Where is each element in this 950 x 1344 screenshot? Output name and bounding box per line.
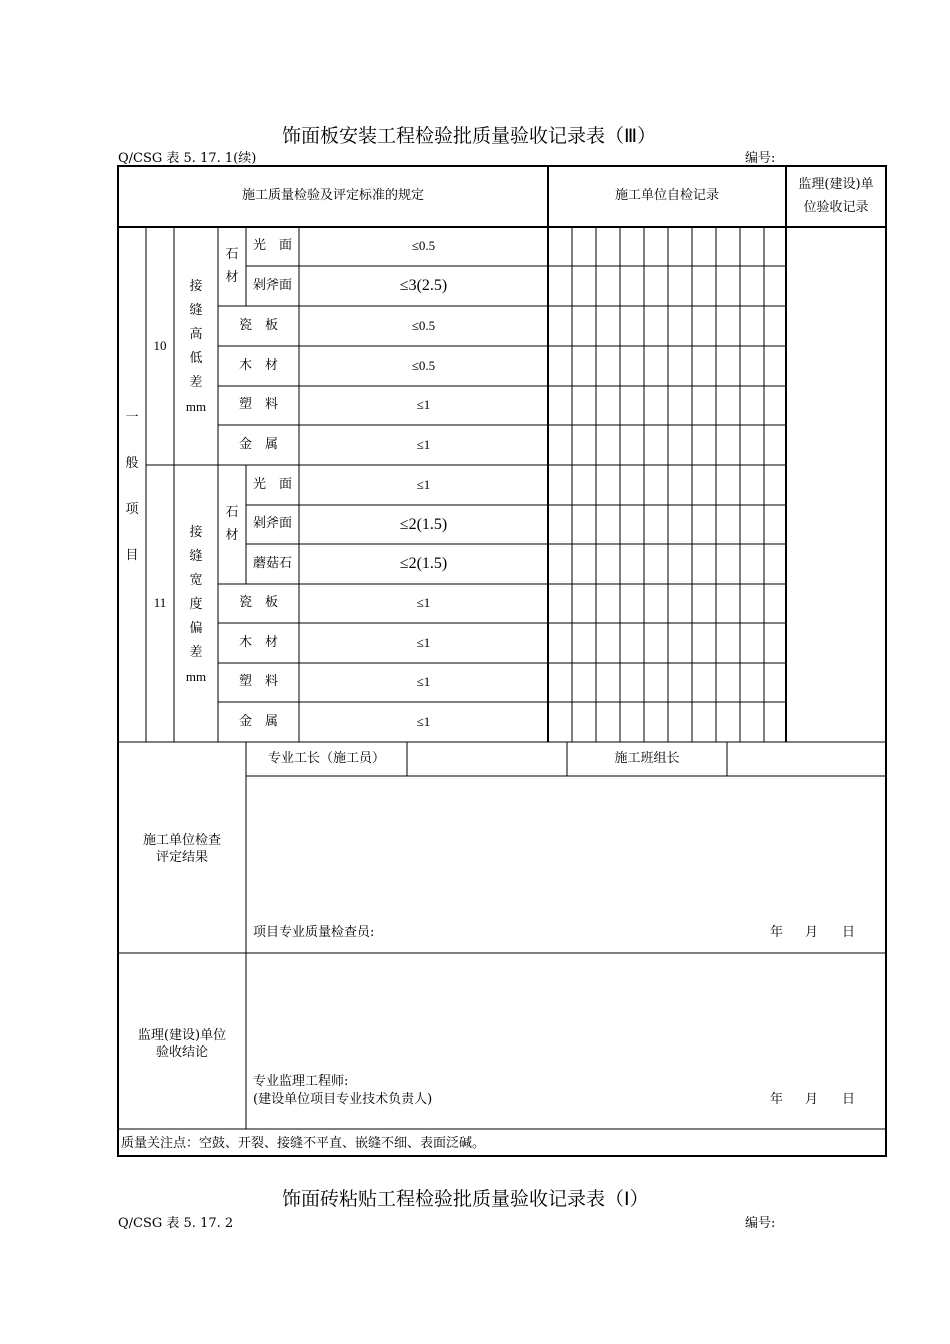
item-number-text: 11 xyxy=(153,595,167,611)
row-value-text: ≤3(2.5) xyxy=(399,277,448,295)
row-label xyxy=(218,425,299,465)
row-value xyxy=(299,623,548,663)
category-char: 般 xyxy=(125,455,139,471)
item-number xyxy=(146,227,174,465)
foreman-signature-field[interactable] xyxy=(407,742,567,776)
row-label-text: 瓷 板 xyxy=(238,317,278,333)
form-code: Q/CSG 表 5. 17. 1(续) xyxy=(118,151,257,166)
item-name-char: 度 xyxy=(189,596,203,612)
row-value-text: ≤0.5 xyxy=(411,357,436,373)
row-label-text: 瓷 板 xyxy=(238,595,278,611)
row-label xyxy=(246,465,299,505)
row-label xyxy=(246,227,299,266)
construction-result-label xyxy=(118,812,246,888)
row-value xyxy=(299,266,548,306)
row-value-text: ≤1 xyxy=(416,634,431,650)
supervisor-engineer-label: 专业监理工程师: xyxy=(253,1074,349,1089)
form-title: 饰面板安装工程检验批质量验收记录表（Ⅲ） xyxy=(282,125,657,147)
item-name-char: 缝 xyxy=(189,548,203,564)
row-label-text: 剁斧面 xyxy=(252,516,292,532)
stone-char: 材 xyxy=(225,269,239,285)
row-value-text: ≤1 xyxy=(416,436,431,452)
row-value xyxy=(299,544,548,584)
item-name-unit: mm xyxy=(185,669,207,685)
row-label xyxy=(218,584,299,623)
row-value xyxy=(299,227,548,266)
row-label-text: 塑 料 xyxy=(238,674,278,690)
team-leader-label-text: 施工班组长 xyxy=(614,750,680,766)
row-label-text: 蘑菇石 xyxy=(252,555,292,571)
row-label xyxy=(218,623,299,663)
row-value xyxy=(299,386,548,425)
row-label xyxy=(218,702,299,742)
row-value xyxy=(299,425,548,465)
category-char: 一 xyxy=(125,409,139,425)
row-value-text: ≤2(1.5) xyxy=(399,555,448,573)
row-value xyxy=(299,465,548,505)
row-label xyxy=(218,306,299,346)
stone-label xyxy=(218,227,246,306)
header-self-check-text: 施工单位自检记录 xyxy=(614,188,719,204)
category-char: 项 xyxy=(125,501,139,517)
row-value-text: ≤0.5 xyxy=(411,317,436,333)
item-number xyxy=(146,465,174,742)
header-supervisor xyxy=(786,166,886,227)
row-label xyxy=(218,386,299,425)
supervisor-conclusion-line2: 验收结论 xyxy=(155,1045,208,1060)
category-char: 目 xyxy=(125,547,139,563)
row-label xyxy=(246,505,299,544)
foreman-label xyxy=(246,742,407,776)
owner-tech-label: (建设单位项目专业技术负责人) xyxy=(253,1092,433,1107)
item-name-char: 高 xyxy=(189,326,203,342)
row-value-text: ≤1 xyxy=(416,595,431,611)
item-name xyxy=(174,515,218,695)
item-name-char: 宽 xyxy=(189,572,203,588)
stone-char: 材 xyxy=(225,527,239,543)
header-self-check xyxy=(548,166,786,227)
next-form-title: 饰面砖粘贴工程检验批质量验收记录表（Ⅰ） xyxy=(282,1188,649,1210)
row-label xyxy=(218,663,299,702)
supervisor-conclusion-line1: 监理(建设)单位 xyxy=(137,1028,227,1044)
row-label-text: 木 材 xyxy=(238,357,278,373)
category-general-items xyxy=(118,396,146,576)
header-supervisor-line2: 位验收记录 xyxy=(803,199,869,215)
team-leader-label xyxy=(567,742,727,776)
row-value-text: ≤1 xyxy=(416,674,431,690)
item-name-char: 低 xyxy=(189,351,203,366)
construction-result-line2: 评定结果 xyxy=(155,850,208,865)
row-value xyxy=(299,505,548,544)
next-form-code: Q/CSG 表 5. 17. 2 xyxy=(118,1216,234,1231)
foreman-label-text: 专业工长（施工员） xyxy=(267,750,385,766)
row-label xyxy=(246,266,299,306)
row-value xyxy=(299,702,548,742)
row-label-text: 光 面 xyxy=(252,476,292,492)
row-value-text: ≤1 xyxy=(416,476,431,492)
date-day: 日 xyxy=(842,1092,856,1107)
row-value-text: ≤0.5 xyxy=(411,238,436,254)
item-name-unit: mm xyxy=(185,399,207,415)
next-number-label: 编号: xyxy=(745,1216,776,1231)
date-month: 月 xyxy=(805,1092,819,1107)
row-label xyxy=(246,544,299,584)
item-name-char: 缝 xyxy=(189,302,203,318)
item-name-char: 偏 xyxy=(189,621,203,637)
header-supervisor-line1: 监理(建设)单 xyxy=(798,176,874,192)
construction-result-line1: 施工单位检查 xyxy=(142,833,221,849)
row-label-text: 剁斧面 xyxy=(252,277,292,293)
row-label-text: 金 属 xyxy=(238,713,278,729)
stone-char: 石 xyxy=(225,505,239,521)
item-name xyxy=(174,267,218,427)
item-name-char: 差 xyxy=(189,645,203,661)
supervisor-conclusion-label xyxy=(118,1005,246,1085)
header-standard xyxy=(118,166,548,227)
row-value xyxy=(299,346,548,386)
date-day: 日 xyxy=(842,925,856,940)
item-name-char: 接 xyxy=(189,524,203,540)
row-label-text: 金 属 xyxy=(238,436,278,452)
number-label: 编号: xyxy=(745,151,776,166)
header-standard-text: 施工质量检验及评定标准的规定 xyxy=(241,188,424,204)
date-year: 年 xyxy=(770,925,784,940)
row-value xyxy=(299,584,548,623)
row-value-text: ≤1 xyxy=(416,713,431,729)
date-year: 年 xyxy=(770,1092,784,1107)
stone-label xyxy=(218,465,246,584)
quality-focus-note: 质量关注点：空鼓、开裂、接缝不平直、嵌缝不细、表面泛碱。 xyxy=(121,1136,486,1151)
row-value-text: ≤2(1.5) xyxy=(399,515,448,533)
row-value-text: ≤1 xyxy=(416,397,431,413)
item-number-text: 10 xyxy=(153,337,167,353)
row-label xyxy=(218,346,299,386)
quality-inspector-label: 项目专业质量检查员: xyxy=(253,925,375,940)
row-value xyxy=(299,663,548,702)
row-label-text: 光 面 xyxy=(252,238,292,254)
row-value xyxy=(299,306,548,346)
item-name-char: 差 xyxy=(189,375,203,391)
team-leader-signature-field[interactable] xyxy=(727,742,886,776)
date-month: 月 xyxy=(805,925,819,940)
row-label-text: 木 材 xyxy=(238,634,278,650)
stone-char: 石 xyxy=(225,247,239,263)
item-name-char: 接 xyxy=(189,278,203,294)
row-label-text: 塑 料 xyxy=(238,397,278,413)
